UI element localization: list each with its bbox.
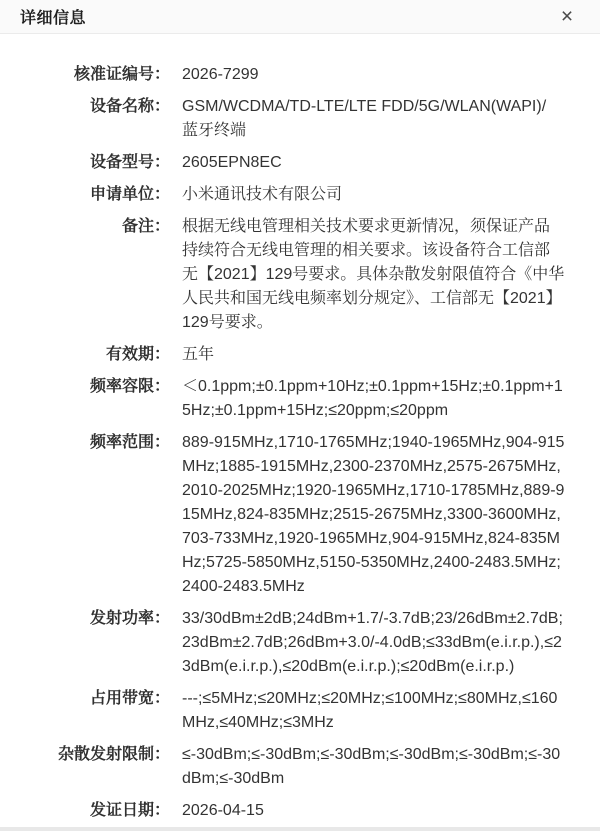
field-row-applicant bbox=[0, 183, 565, 207]
cert-number-value: 2026-7299 bbox=[182, 66, 259, 83]
dialog-body bbox=[0, 34, 600, 827]
field-row-issue-date bbox=[0, 799, 565, 823]
remarks-label: 备注： bbox=[121, 218, 170, 235]
issue-date-value: 2026-04-15 bbox=[182, 802, 264, 819]
field-row-frequency-tolerance bbox=[0, 375, 565, 423]
spurious-emission-limit-label: 杂散发射限制： bbox=[57, 746, 170, 763]
applicant-label: 申请单位： bbox=[89, 186, 170, 203]
transmit-power-value: 33/30dBm±2dB;24dBm+1.7/-3.7dB;23/26dBm±2.7dB;23dBm±2.7dB;26dBm+3.0/-4.0dB;≤33dBm(e.i.r.p.),≤23dBm(e.i.r.p.),≤20dBm(e.i.r.p.);≤20dBm(e.i.r.p.) bbox=[182, 610, 563, 675]
field-row-frequency-range bbox=[0, 431, 565, 599]
device-name-value: GSM/WCDMA/TD-LTE/LTE FDD/5G/WLAN(WAPI)/ 蓝牙终端 bbox=[182, 98, 547, 139]
device-model-value: 2605EPN8EC bbox=[182, 154, 282, 171]
field-row-cert-number bbox=[0, 63, 565, 87]
cert-number-label: 核准证编号： bbox=[73, 66, 170, 83]
field-row-transmit-power bbox=[0, 607, 565, 679]
occupied-bandwidth-label: 占用带宽： bbox=[89, 690, 170, 707]
validity-value: 五年 bbox=[182, 346, 215, 363]
close-icon[interactable]: × bbox=[560, 5, 574, 28]
frequency-range-label: 频率范围： bbox=[89, 434, 170, 451]
frequency-tolerance-label: 频率容限： bbox=[89, 378, 170, 395]
frequency-tolerance-value: ＜0.1ppm;±0.1ppm+10Hz;±0.1ppm+15Hz;±0.1ppm+15Hz;±0.1ppm+15Hz;≤20ppm;≤20ppm bbox=[182, 378, 563, 419]
spurious-emission-limit-value: ≤-30dBm;≤-30dBm;≤-30dBm;≤-30dBm;≤-30dBm;≤-30dBm;≤-30dBm bbox=[182, 746, 561, 787]
remarks-value: 根据无线电管理相关技术要求更新情况，须保证产品持续符合无线电管理的相关要求。该设备符合工信部无【2021】129号要求。具体杂散发射限值符合《中华人民共和国无线电频率划分规定》、工信部无【2021】129号要求。 bbox=[182, 218, 565, 331]
field-row-remarks bbox=[0, 215, 565, 335]
validity-label: 有效期： bbox=[105, 346, 170, 363]
field-row-spurious-emission-limit bbox=[0, 743, 565, 791]
occupied-bandwidth-value: ---;≤5MHz;≤20MHz;≤20MHz;≤100MHz;≤80MHz,≤160MHz,≤40MHz;≤3MHz bbox=[182, 690, 558, 731]
field-row-validity bbox=[0, 343, 565, 367]
issue-date-label: 发证日期： bbox=[89, 802, 170, 819]
field-row-device-name bbox=[0, 95, 565, 143]
frequency-range-value: 889-915MHz,1710-1765MHz;1940-1965MHz,904-915MHz;1885-1915MHz,2300-2370MHz,2575-2675MHz,2010-2025MHz;1920-1965MHz,1710-1785MHz,889-915MHz,824-835MHz;2515-2675MHz,3300-3600MHz,703-733MHz,1920-1965MHz,904-915MHz,824-835MHz;5725-5850MHz,5150-5350MHz,2400-2483.5MHz;2400-2483.5MHz bbox=[182, 434, 565, 595]
dialog-bottom-edge bbox=[0, 827, 600, 831]
field-row-occupied-bandwidth bbox=[0, 687, 565, 735]
applicant-value: 小米通讯技术有限公司 bbox=[182, 186, 343, 203]
transmit-power-label: 发射功率： bbox=[89, 610, 170, 627]
dialog-header bbox=[0, 0, 600, 34]
device-name-label: 设备名称： bbox=[89, 98, 170, 115]
device-model-label: 设备型号： bbox=[89, 154, 170, 171]
dialog-title: 详细信息 bbox=[20, 10, 87, 27]
field-row-device-model bbox=[0, 151, 565, 175]
